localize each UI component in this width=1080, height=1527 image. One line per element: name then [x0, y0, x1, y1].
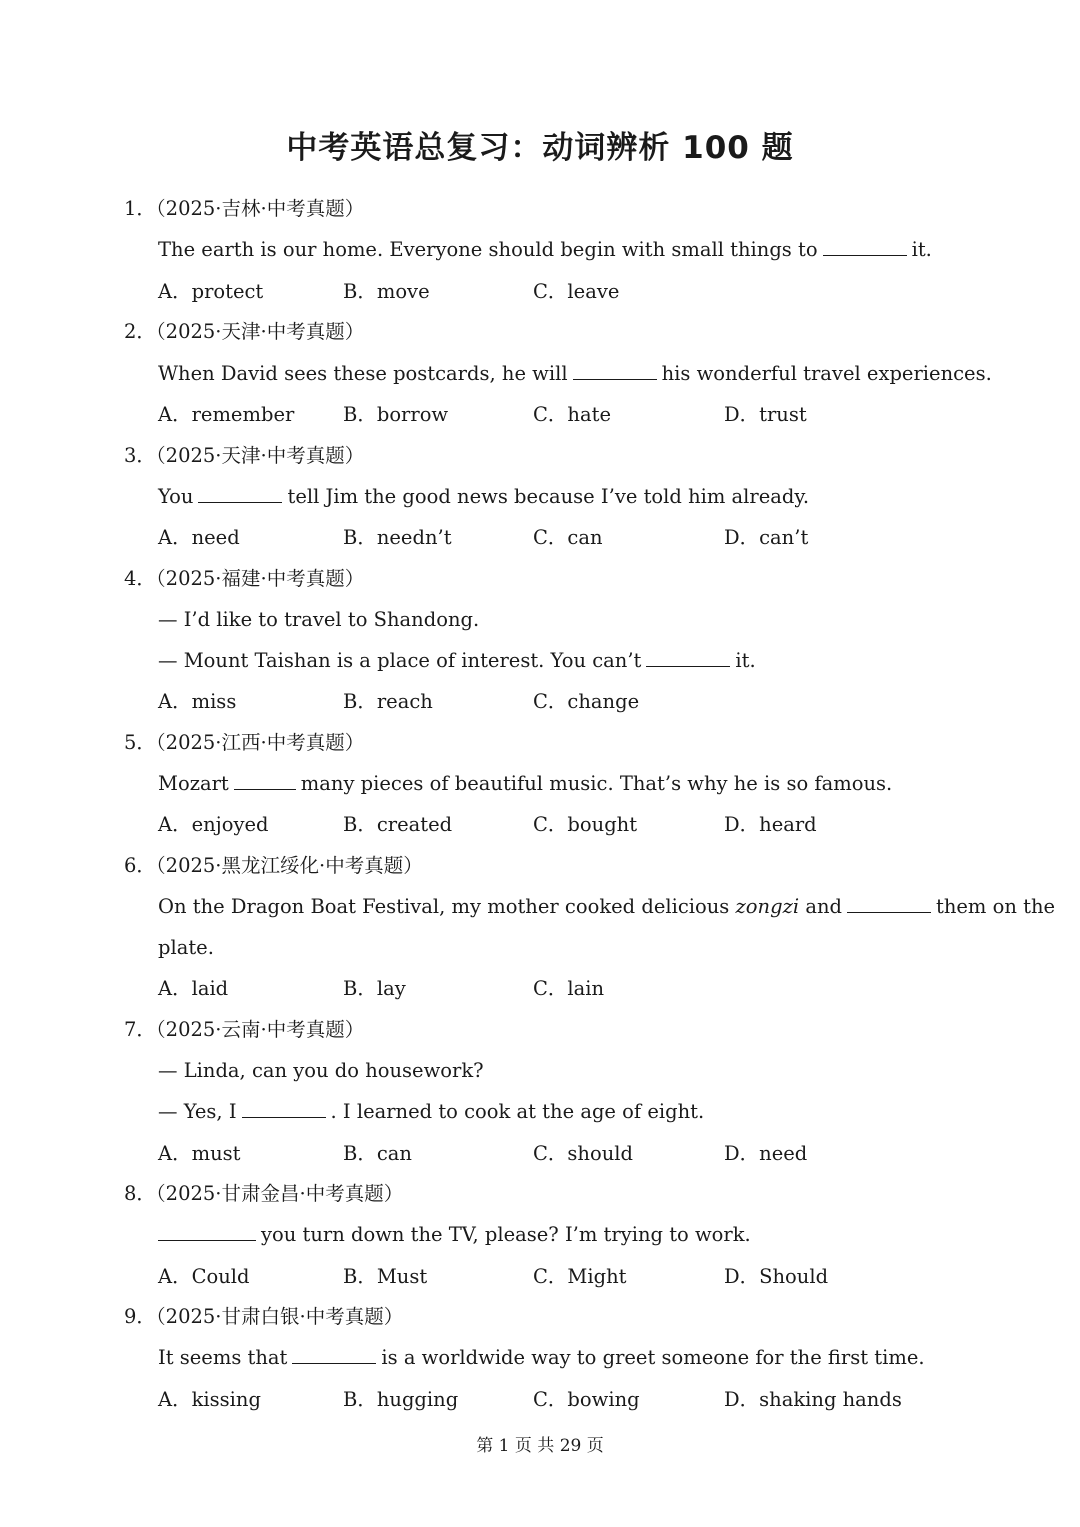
option-b[interactable]: B．reach: [343, 690, 433, 713]
option-c[interactable]: C．bought: [533, 813, 638, 836]
question-source: （2025·甘肃白银·中考真题）: [155, 1305, 404, 1328]
option-a[interactable]: A．remember: [158, 403, 295, 426]
option-c[interactable]: C．bowing: [533, 1388, 640, 1411]
question-number: 5．: [124, 731, 156, 754]
answer-blank[interactable]: [823, 254, 907, 256]
option-c[interactable]: C．change: [533, 690, 640, 713]
question-6-stem-line-2: plate.: [158, 936, 214, 959]
question-3-header: [124, 446, 364, 466]
question-number: 1．: [124, 197, 156, 220]
question-number: 6．: [124, 854, 156, 877]
option-c[interactable]: C．Might: [533, 1265, 627, 1288]
option-c[interactable]: C．can: [533, 526, 603, 549]
question-4-stem-line-1: — I’d like to travel to Shandong.: [158, 608, 480, 631]
question-1-stem: The earth is our home. Everyone should begin with small things to it.: [158, 238, 932, 261]
option-d[interactable]: D．can’t: [724, 526, 809, 549]
answer-blank[interactable]: [646, 665, 730, 667]
option-b[interactable]: B．Must: [343, 1265, 428, 1288]
answer-blank[interactable]: [198, 501, 282, 503]
question-number: 7．: [124, 1018, 156, 1041]
option-c[interactable]: C．should: [533, 1142, 634, 1165]
question-source: （2025·江西·中考真题）: [155, 731, 365, 754]
option-d[interactable]: D．Should: [724, 1265, 829, 1288]
option-b[interactable]: B．can: [343, 1142, 412, 1165]
question-6-header: [124, 856, 423, 876]
option-b[interactable]: B．borrow: [343, 403, 449, 426]
page-footer: 第 1 页 共 29 页: [476, 1436, 604, 1456]
question-7-header: [124, 1020, 364, 1040]
question-1-header: [124, 199, 364, 219]
question-8-stem: you turn down the TV, please? I’m trying to work.: [158, 1225, 751, 1245]
question-source: （2025·甘肃金昌·中考真题）: [155, 1182, 404, 1205]
question-2-stem: When David sees these postcards, he will his wonderful travel experiences.: [158, 362, 992, 385]
option-a[interactable]: A．must: [158, 1142, 241, 1165]
question-5-header: [124, 733, 364, 753]
question-source: （2025·天津·中考真题）: [155, 444, 365, 467]
option-c[interactable]: C．leave: [533, 280, 620, 303]
question-source: （2025·黑龙江绥化·中考真题）: [155, 854, 423, 877]
question-source: （2025·天津·中考真题）: [155, 320, 365, 343]
option-a[interactable]: A．Could: [158, 1265, 250, 1288]
answer-blank[interactable]: [573, 378, 657, 380]
option-b[interactable]: B．needn’t: [343, 526, 452, 549]
option-a[interactable]: A．miss: [158, 690, 237, 713]
answer-blank[interactable]: [234, 788, 296, 790]
option-a[interactable]: A．enjoyed: [158, 813, 269, 836]
question-5-stem: Mozart many pieces of beautiful music. That’s why he is so famous.: [158, 772, 893, 795]
question-3-stem: You tell Jim the good news because I’ve told him already.: [158, 485, 810, 508]
question-number: 4．: [124, 567, 156, 590]
option-a[interactable]: A．protect: [158, 280, 264, 303]
option-d[interactable]: D．shaking hands: [724, 1388, 902, 1411]
question-9-stem: It seems that is a worldwide way to greet someone for the first time.: [158, 1346, 925, 1369]
option-a[interactable]: A．kissing: [158, 1388, 261, 1411]
option-d[interactable]: D．need: [724, 1142, 808, 1165]
option-d[interactable]: D．trust: [724, 403, 807, 426]
question-source: （2025·吉林·中考真题）: [155, 197, 365, 220]
question-7-stem-line-1: — Linda, can you do housework?: [158, 1059, 484, 1082]
question-number: 9．: [124, 1305, 156, 1328]
question-4-stem-line-2: — Mount Taishan is a place of interest. You can’t it.: [158, 649, 756, 672]
option-b[interactable]: B．lay: [343, 977, 406, 1000]
answer-blank[interactable]: [158, 1239, 256, 1241]
question-number: 8．: [124, 1182, 156, 1205]
option-b[interactable]: B．created: [343, 813, 453, 836]
option-c[interactable]: C．lain: [533, 977, 605, 1000]
question-source: （2025·福建·中考真题）: [155, 567, 365, 590]
option-b[interactable]: B．move: [343, 280, 430, 303]
question-number: 2．: [124, 320, 156, 343]
option-c[interactable]: C．hate: [533, 403, 611, 426]
question-4-header: [124, 569, 364, 589]
option-b[interactable]: B．hugging: [343, 1388, 459, 1411]
answer-blank[interactable]: [242, 1116, 326, 1118]
answer-blank[interactable]: [292, 1362, 376, 1364]
question-8-header: [124, 1184, 403, 1204]
question-number: 3．: [124, 444, 156, 467]
question-source: （2025·云南·中考真题）: [155, 1018, 365, 1041]
question-6-stem-line-1: On the Dragon Boat Festival, my mother cooked delicious zongzi and them on the: [158, 895, 1056, 918]
page-title: 中考英语总复习：动词辨析 100 题: [286, 130, 794, 166]
option-a[interactable]: A．need: [158, 526, 240, 549]
answer-blank[interactable]: [847, 911, 931, 913]
question-2-header: [124, 322, 364, 342]
option-d[interactable]: D．heard: [724, 813, 817, 836]
question-9-header: [124, 1307, 403, 1327]
option-a[interactable]: A．laid: [158, 977, 229, 1000]
question-7-stem-line-2: — Yes, I . I learned to cook at the age of eight.: [158, 1100, 705, 1123]
